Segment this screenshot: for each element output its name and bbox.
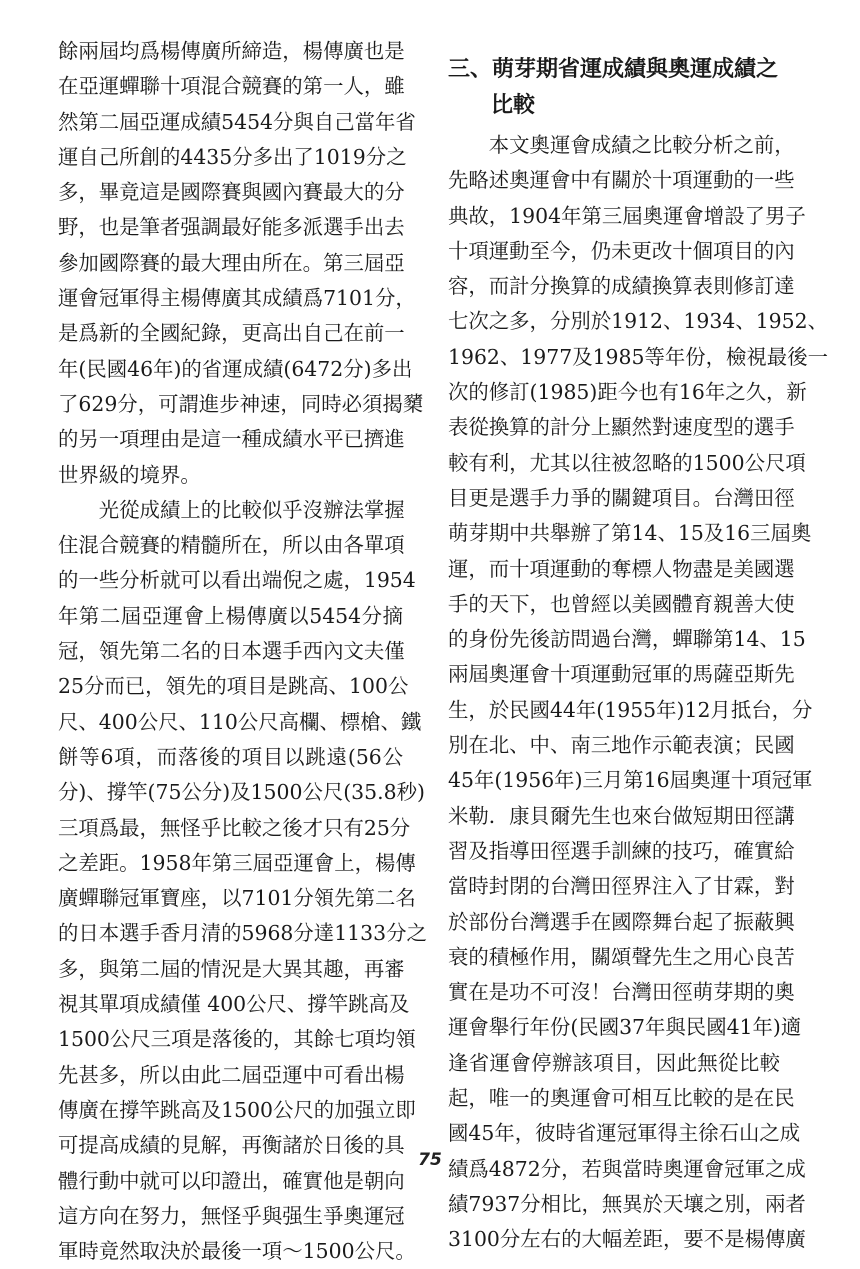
text-line: 餘兩屆均爲楊傳廣所締造，楊傳廣也是	[58, 39, 405, 63]
text-line: 的另一項理由是這一種成績水平已擠進	[58, 427, 405, 452]
text-line: 25分而已，領先的項目是跳高、100公	[58, 674, 409, 699]
text-line: 光從成績上的比較似乎沒辦法掌握	[58, 497, 405, 522]
text-line: 手的天下，也曾經以美國體育親善大使	[448, 591, 795, 616]
page-number: 75	[418, 1150, 442, 1170]
text-line: 野，也是筆者强調最好能多派選手出去	[58, 215, 405, 240]
text-line: 廣蟬聯冠軍寶座，以7101分領先第二名	[58, 886, 416, 911]
text-line: 米勒．康貝爾先生也來台做短期田徑講	[448, 803, 795, 828]
section-heading: 三、萌芽期省運成績與奧運成績之	[448, 57, 779, 82]
text-line: 多，畢竟這是國際賽與國內賽最大的分	[58, 180, 405, 205]
text-line: 餅等6項，而落後的項目以跳遠(56公	[58, 744, 403, 769]
text-line: 1500公尺三項是落後的，其餘七項均領	[58, 1027, 416, 1052]
text-line: 年第二屆亞運會上楊傳廣以5454分摘	[58, 603, 403, 628]
text-line: 別在北、中、南三地作示範表演；民國	[448, 733, 795, 758]
text-line: 國45年，彼時省運冠軍得主徐石山之成	[448, 1121, 801, 1146]
text-line: 三項爲最，無怪乎比較之後才只有25分	[58, 815, 411, 840]
text-line: 當時封閉的台灣田徑界注入了甘霖，對	[448, 874, 795, 899]
text-line: 運會冠軍得主楊傳廣其成績爲7101分，	[58, 286, 416, 311]
text-line: 1962、1977及1985等年份，檢視最後一	[448, 344, 828, 369]
text-line: 多，與第二屆的情況是大異其趣，再審	[58, 956, 405, 981]
text-line: 可提高成績的見解，再衡諸於日後的具	[58, 1133, 405, 1158]
text-line: 參加國際賽的最大理由所在。第三屆亞	[58, 250, 405, 275]
text-line: 運，而十項運動的奪標人物盡是美國選	[448, 556, 795, 581]
text-line: 世界級的境界。	[58, 462, 201, 487]
text-line: 生，於民國44年(1955年)12月抵台，分	[448, 697, 813, 722]
text-line: 萌芽期中共舉辦了第14、15及16三屆奧	[448, 521, 812, 546]
text-line: 實在是功不可沒！台灣田徑萌芽期的奧	[448, 980, 795, 1005]
text-line: 的日本選手香月清的5968分達1133分之	[58, 921, 427, 946]
text-line: 十項運動至今，仍未更改十個項目的內	[448, 238, 795, 263]
text-line: 然第二屆亞運成績5454分與自己當年省	[58, 109, 416, 134]
text-line: 起，唯一的奧運會可相互比較的是在民	[448, 1086, 795, 1111]
text-line: 先甚多，所以由此二屆亞運中可看出楊	[58, 1062, 405, 1087]
text-line: 傳廣在撐竿跳高及1500公尺的加强立即	[58, 1097, 416, 1122]
text-line: 衰的積極作用，關頌聲先生之用心良苦	[448, 944, 795, 969]
text-line: 了629分，可謂進步神速，同時必須揭櫫	[58, 391, 424, 416]
text-line: 逢省運會停辦該項目，因此無從比較	[448, 1050, 780, 1075]
text-line: 本文奧運會成績之比較分析之前，	[448, 133, 795, 157]
text-line: 運自己所創的4435分多出了1019分之	[58, 144, 407, 169]
text-line: 在亞運蟬聯十項混合競賽的第一人，雖	[58, 74, 405, 99]
text-line: 的身份先後訪問過台灣，蟬聯第14、15	[448, 627, 806, 652]
text-line: 視其單項成績僅 400公尺、撐竿跳高及	[58, 992, 410, 1017]
text-line: 軍時竟然取決於最後一項～1500公尺。	[58, 1239, 416, 1264]
text-line: 典故，1904年第三屆奧運會增設了男子	[448, 203, 806, 228]
text-line: 較有利，尤其以往被忽略的1500公尺項	[448, 450, 806, 475]
text-line: 績7937分相比，無異於天壤之別，兩者	[448, 1191, 806, 1216]
text-line: 表從換算的計分上顯然對速度型的選手	[448, 415, 795, 440]
text-line: 七次之多，分別於1912、1934、1952、	[448, 309, 828, 334]
text-line: 年(民國46年)的省運成績(6472分)多出	[58, 356, 413, 381]
text-line: 於部份台灣選手在國際舞台起了振蔽興	[448, 909, 795, 934]
text-line: 之差距。1958年第三屆亞運會上，楊傳	[58, 850, 416, 875]
text-line: 習及指導田徑選手訓練的技巧，確實給	[448, 838, 795, 863]
text-line: 體行動中就可以印證出，確實他是朝向	[58, 1168, 405, 1193]
text-line: 45年(1956年)三月第16屆奧運十項冠軍	[448, 768, 813, 793]
text-line: 績爲4872分，若與當時奧運會冠軍之成	[448, 1156, 806, 1181]
text-line: 兩屆奧運會十項運動冠軍的馬薩亞斯先	[448, 662, 795, 687]
text-line: 冠，領先第二名的日本選手西內文夫僅	[58, 639, 405, 664]
text-line: 3100分左右的大幅差距，要不是楊傳廣	[448, 1227, 806, 1252]
text-line: 這方向在努力，無怪乎與强生爭奧運冠	[58, 1203, 405, 1228]
text-line: 住混合競賽的精髓所在，所以由各單項	[58, 533, 405, 558]
text-line: 先略述奧運會中有關於十項運動的一些	[448, 168, 795, 193]
text-line: 尺、400公尺、110公尺高欄、標槍、鐵	[58, 709, 422, 734]
text-line: 分)、撐竿(75公分)及1500公尺(35.8秒)	[58, 780, 425, 805]
right-column	[448, 34, 828, 1258]
section-heading-continuation: 比較	[491, 93, 536, 118]
text-line: 是爲新的全國紀錄，更高出自己在前一	[58, 321, 405, 346]
text-line: 容，而計分換算的成績換算表則修訂達	[448, 274, 795, 299]
text-line: 次的修訂(1985)距今也有16年之久，新	[448, 380, 807, 405]
text-line: 運會舉行年份(民國37年與民國41年)適	[448, 1015, 802, 1040]
text-line: 目更是選手力爭的關鍵項目。台灣田徑	[448, 485, 795, 510]
right-column-body	[448, 128, 828, 1258]
left-column	[58, 34, 427, 1269]
text-line: 的一些分析就可以看出端倪之處，1954	[58, 568, 416, 593]
